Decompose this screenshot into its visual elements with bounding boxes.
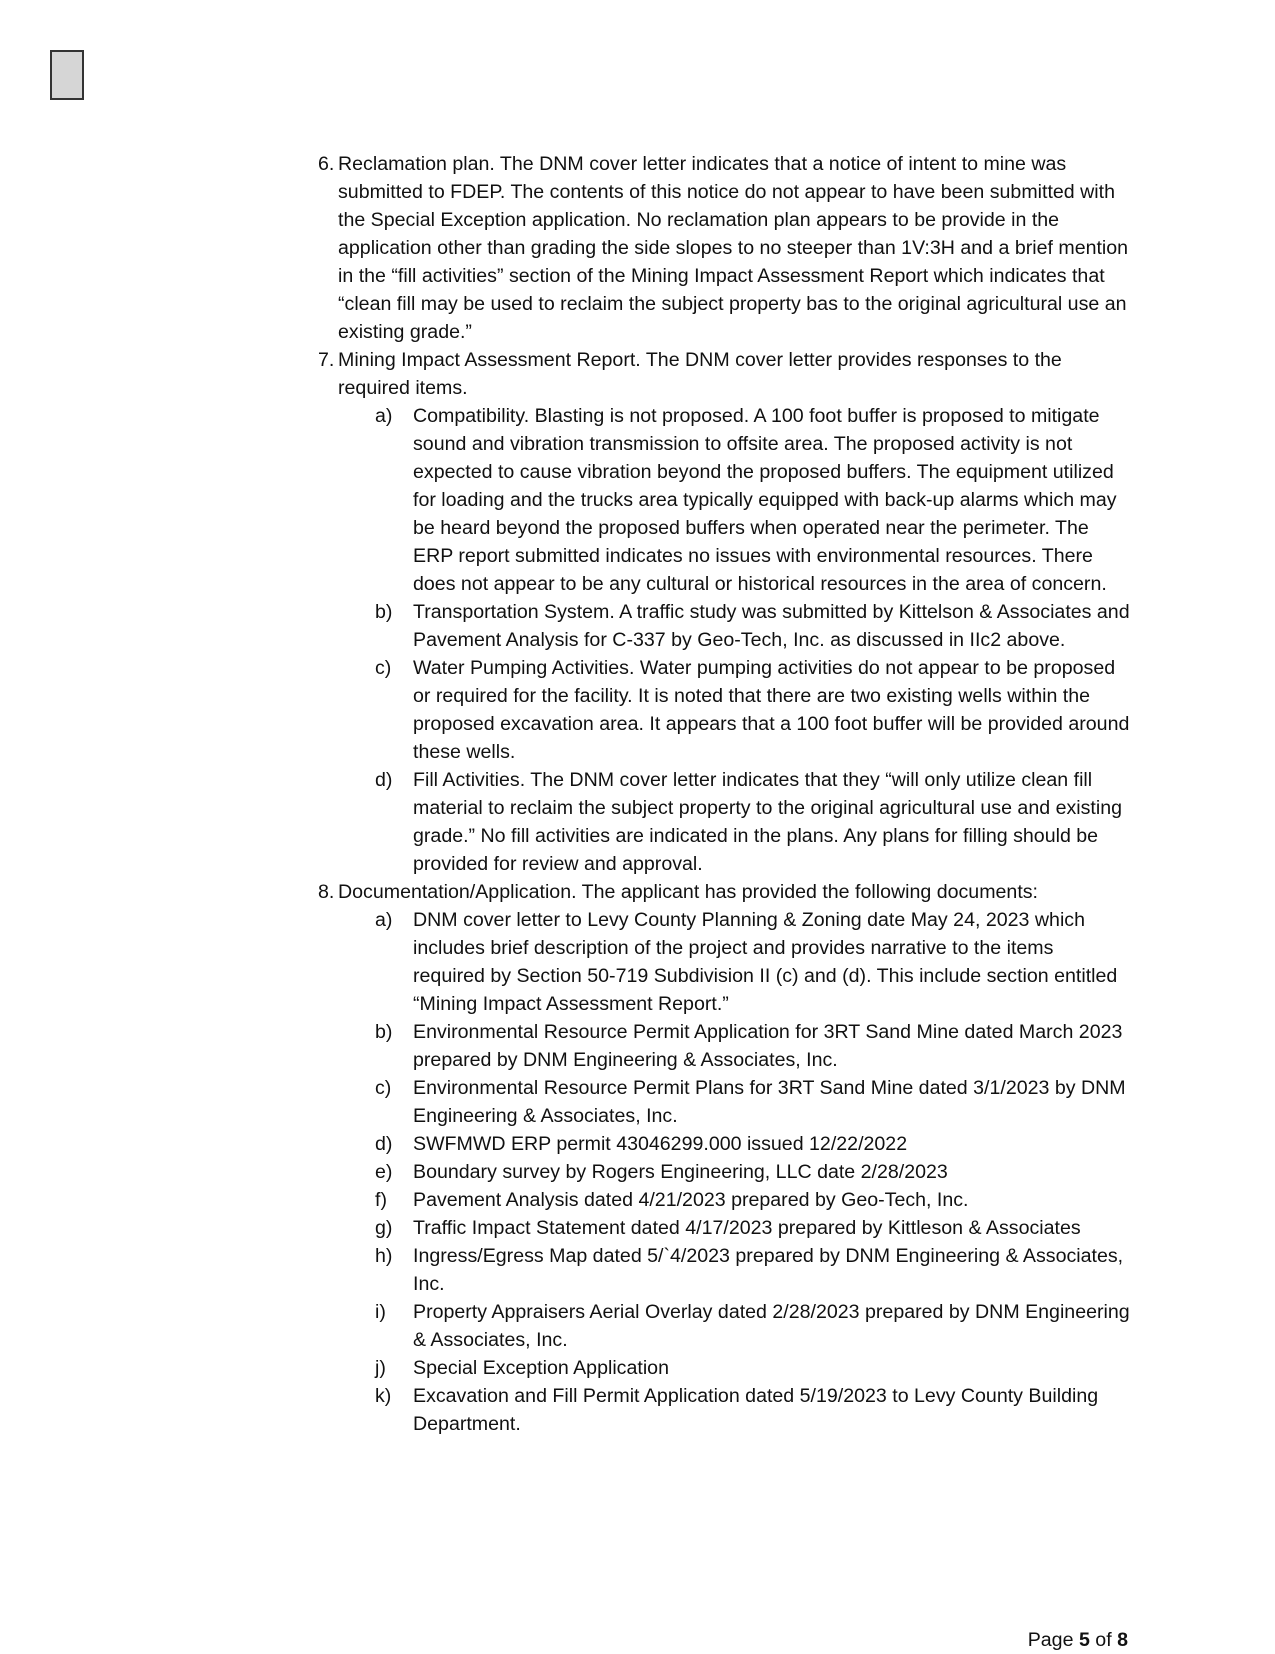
- sub-item-letter: k): [375, 1385, 392, 1407]
- sub-item-letter: c): [375, 657, 392, 679]
- sub-item-text: Environmental Resource Permit Plans for 3RT Sand Mine dated 3/1/2023 by DNM Engineering & Associates, Inc.: [413, 1077, 1126, 1127]
- sub-item-letter: a): [375, 405, 393, 427]
- sub-item: [318, 598, 1130, 654]
- sub-item-letter: h): [375, 1245, 393, 1267]
- item-number: 6.: [318, 153, 335, 175]
- sub-item: [318, 1214, 1130, 1242]
- document-body: [318, 150, 1130, 1438]
- sub-item: [318, 1130, 1130, 1158]
- sub-item-text: Compatibility. Blasting is not proposed. A 100 foot buffer is proposed to mitigate sound and vibration transmission to offsite area. The proposed activity is not expected to cause vibration beyond the proposed buffers. The equipment utilized for loading and the trucks area typically equipped with back-up alarms which may be heard beyond the proposed buffers when operated near the perimeter. The ERP report submitted indicates no issues with environmental resources. There does not appear to be any cultural or historical resources in the area of concern.: [413, 405, 1117, 595]
- sub-item-text: Special Exception Application: [413, 1357, 669, 1379]
- sub-item-text: Ingress/Egress Map dated 5/`4/2023 prepared by DNM Engineering & Associates, Inc.: [413, 1245, 1124, 1295]
- item-number: 8.: [318, 881, 335, 903]
- sub-item: [318, 654, 1130, 766]
- sub-item-letter: g): [375, 1217, 393, 1239]
- sub-item-text: Pavement Analysis dated 4/21/2023 prepared by Geo-Tech, Inc.: [413, 1189, 969, 1211]
- sub-item: [318, 1382, 1130, 1438]
- corner-placeholder-box: [50, 50, 84, 100]
- sub-item: [318, 1298, 1130, 1354]
- sub-item: [318, 402, 1130, 598]
- total-pages-number: 8: [1117, 1629, 1128, 1651]
- sub-item: [318, 1158, 1130, 1186]
- list-item-6: [318, 150, 1130, 346]
- sub-item-text: Property Appraisers Aerial Overlay dated 2/28/2023 prepared by DNM Engineering & Associates, Inc.: [413, 1301, 1130, 1351]
- list-item-7: [318, 346, 1130, 402]
- sub-item-letter: c): [375, 1077, 392, 1099]
- sub-item-text: DNM cover letter to Levy County Planning & Zoning date May 24, 2023 which includes brief description of the project and provides narrative to the items required by Section 50-719 Subdivision II (c) and (d). This include section entitled “Mining Impact Assessment Report.”: [413, 909, 1118, 1015]
- sub-item-text: Transportation System. A traffic study was submitted by Kittelson & Associates and Pavement Analysis for C-337 by Geo-Tech, Inc. as discussed in IIc2 above.: [413, 601, 1130, 651]
- sub-item-text: Environmental Resource Permit Application for 3RT Sand Mine dated March 2023 prepared by DNM Engineering & Associates, Inc.: [413, 1021, 1123, 1071]
- of-label: of: [1095, 1629, 1112, 1651]
- item-text: Mining Impact Assessment Report. The DNM cover letter provides responses to the required items.: [338, 349, 1062, 399]
- sub-item-letter: i): [375, 1301, 386, 1323]
- sub-item: [318, 1354, 1130, 1382]
- sub-item-letter: d): [375, 1133, 393, 1155]
- sub-item-letter: a): [375, 909, 393, 931]
- sub-item: [318, 1242, 1130, 1298]
- sub-item-text: Fill Activities. The DNM cover letter indicates that they “will only utilize clean fill material to reclaim the subject property to the original agricultural use and existing grade.” No fill activities are indicated in the plans. Any plans for filling should be provided for review and approval.: [413, 769, 1123, 875]
- sub-item: [318, 906, 1130, 1018]
- current-page-number: 5: [1078, 1629, 1090, 1651]
- sub-item: [318, 1074, 1130, 1130]
- list-item-8: [318, 878, 1130, 906]
- item-text: Reclamation plan. The DNM cover letter indicates that a notice of intent to mine was submitted to FDEP. The contents of this notice do not appear to have been submitted with the Special Exception application. No reclamation plan appears to be provide in the application other than grading the side slopes to no steeper than 1V:3H and a brief mention in the “fill activities” section of the Mining Impact Assessment Report which indicates that “clean fill may be used to reclaim the subject property bas to the original agricultural use an existing grade.”: [338, 153, 1129, 343]
- sub-item-text: Traffic Impact Statement dated 4/17/2023 prepared by Kittleson & Associates: [413, 1217, 1081, 1239]
- page-label: Page: [1027, 1629, 1074, 1651]
- sub-item-letter: j): [375, 1357, 386, 1379]
- sub-item: [318, 766, 1130, 878]
- sub-item-letter: f): [375, 1189, 387, 1211]
- sub-item: [318, 1018, 1130, 1074]
- sub-item-text: SWFMWD ERP permit 43046299.000 issued 12/22/2022: [413, 1133, 908, 1155]
- sub-item-letter: e): [375, 1161, 393, 1183]
- sub-item-letter: b): [375, 1021, 393, 1043]
- sub-item: [318, 1186, 1130, 1214]
- sub-item-text: Excavation and Fill Permit Application dated 5/19/2023 to Levy County Building Department.: [413, 1385, 1099, 1435]
- item-text: Documentation/Application. The applicant has provided the following documents:: [338, 881, 1038, 903]
- sub-item-text: Boundary survey by Rogers Engineering, LLC date 2/28/2023: [413, 1161, 948, 1183]
- sub-item-letter: d): [375, 769, 393, 791]
- item-number: 7.: [318, 349, 335, 371]
- sub-item-letter: b): [375, 601, 393, 623]
- page-footer: [1028, 1626, 1128, 1654]
- sub-item-text: Water Pumping Activities. Water pumping activities do not appear to be proposed or required for the facility. It is noted that there are two existing wells within the proposed excavation area. It appears that a 100 foot buffer will be provided around these wells.: [413, 657, 1130, 763]
